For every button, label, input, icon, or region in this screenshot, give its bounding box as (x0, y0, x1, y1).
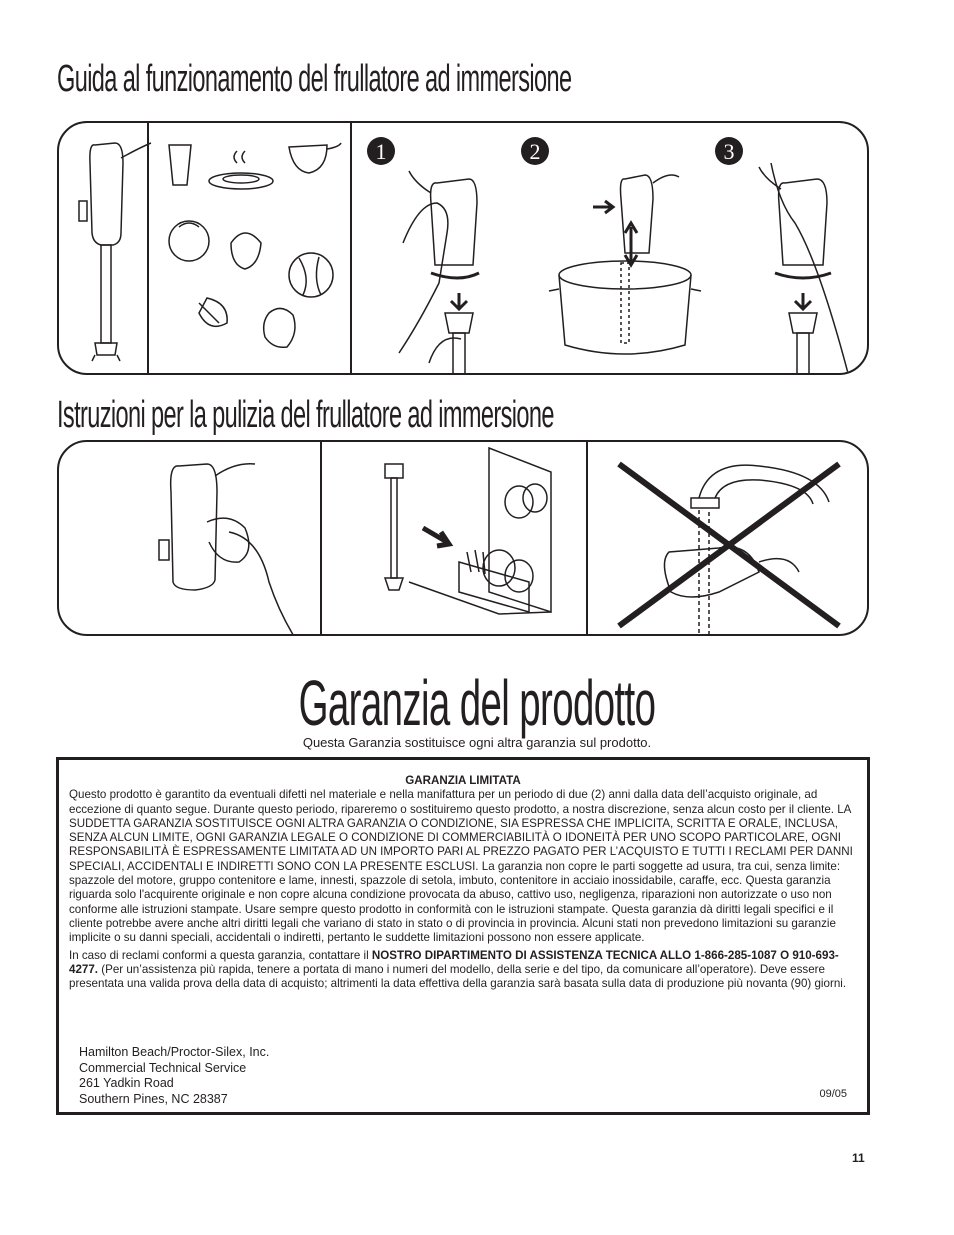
address-line: 261 Yadkin Road (79, 1076, 174, 1090)
step-3-number: 3 (723, 139, 735, 164)
cleaning-illustration-panel (57, 440, 869, 636)
cleaning-instructions-heading: Istruzioni per la pulizia del frullatore ad immersione (57, 394, 554, 436)
do-not-cross-icon (619, 464, 839, 626)
step-1-attach-drawing (399, 171, 479, 375)
tomato (169, 221, 209, 261)
claims-intro-text: In caso di reclami conformi a questa garanzia, contattare il (69, 948, 372, 962)
step-2-number: 2 (529, 139, 541, 164)
service-phone-text: NOSTRO DIPARTIMENTO DI ASSISTENZA TECNICA ALLO 1-866-285-1087 O 910-693-4277. (69, 948, 839, 976)
address-line: Hamilton Beach/Proctor-Silex, Inc. (79, 1045, 270, 1059)
limited-warranty-title: GARANZIA LIMITATA (405, 774, 521, 787)
operation-illustration-panel (57, 121, 869, 375)
step-1-number: 1 (375, 139, 387, 164)
step-3-detach-drawing (759, 163, 849, 375)
operation-guide-heading: Guida al funzionamento del frullatore ad immersione (57, 58, 572, 100)
warranty-claims-paragraph (69, 949, 857, 992)
operation-illustrations (59, 123, 869, 375)
immersion-blender-drawing (79, 143, 151, 361)
onion (289, 253, 333, 297)
garlic (231, 233, 261, 269)
wipe-motor-body-drawing (159, 464, 295, 636)
warranty-terms-paragraph: Questo prodotto è garantito da eventuali difetti nel materiale e nella manifattura per un periodo di due (2) anni dalla data dell’acquisto originale, ad eccezione di quanto segue. Durante questo periodo, ripareremo o sostituiremo questo prodotto, a nostra discrezione, senza alcun costo per il cliente. LA SUDDETTA GARANZIA SOSTITUISCE OGNI ALTRA GARANZIA O CONDIZIONE, SIA ESPRESSA CHE IMPLICITA, SCRITTA E ORALE, INCLUSA, SENZA ALCUN LIMITE, OGNI GARANZIA LEGALE O CONDIZIONE DI COMMERCIABILITÀ O IDONEITÀ PER UNO SCOPO PARTICOLARE, OGNI RESPONSABILITÀ È ESPRESSAMENTE LIMITATA AD UN IMPORTO PARI AL PREZZO PAGATO PER L’ACQUISTO E TUTTI I RECLAMI PER DANNI SPECIALI, ACCIDENTALI E INDIRETTI SONO CON LA PRESENTE ESCLUSI. La garanzia non copre le parti soggette ad usura, tra cui, senza limite: spazzole del motore, gruppo contenitore e lame, innesti, spazzole di setola, imbuto, contenitore in acciaio inossidabile, caraffe, ecc. Questa garanzia riguarda solo l'acquirente originale e non copre alcuna condizione provocata da abuso, cattivo uso, negligenza, riparazioni non autorizzate o uso non conforme alle istruzioni stampate. Usare sempre questo prodotto in conformità con le istruzioni stampate. Questa garanzia dà diritti legali specifici e il cliente potrebbe avere anche altri diritti legali che variano di stato in stato o di provincia in provincia. Alcuni stati non prevedono limitazioni su garanzie implicite o su danni speciali, accidentali o indiretti, pertanto le suddette limitazioni possono non essere applicate. (69, 788, 853, 945)
food-items-drawing (169, 143, 341, 347)
parsley (199, 298, 227, 326)
cleaning-illustrations (59, 442, 869, 636)
address-line: Commercial Technical Service (79, 1060, 247, 1075)
step-2-blend-drawing (549, 175, 701, 354)
claims-details-text: (Per un’assistenza più rapida, tenere a portata di mano i numeri del modello, della serie e del tipo, da comunicare all’operatore). Deve essere presentata una valida prova della data di acquisto; altrimenti la data effettiva della garanzia sarà basata sulla data di produzione più novanta (90) giorni. (69, 962, 847, 991)
pepper (264, 308, 295, 347)
service-address (79, 1045, 269, 1107)
page-number: 11 (852, 1151, 865, 1165)
gravy-boat (289, 145, 327, 173)
dishwasher-drawing (385, 448, 551, 614)
glass (169, 145, 191, 185)
warranty-heading: Garanzia del prodotto (298, 667, 656, 739)
date-code: 09/05 (819, 1088, 847, 1100)
address-line: Southern Pines, NC 28387 (79, 1091, 228, 1106)
warranty-subtitle: Questa Garanzia sostituisce ogni altra garanzia sul prodotto. (302, 735, 652, 750)
limited-warranty-box (56, 757, 870, 1115)
